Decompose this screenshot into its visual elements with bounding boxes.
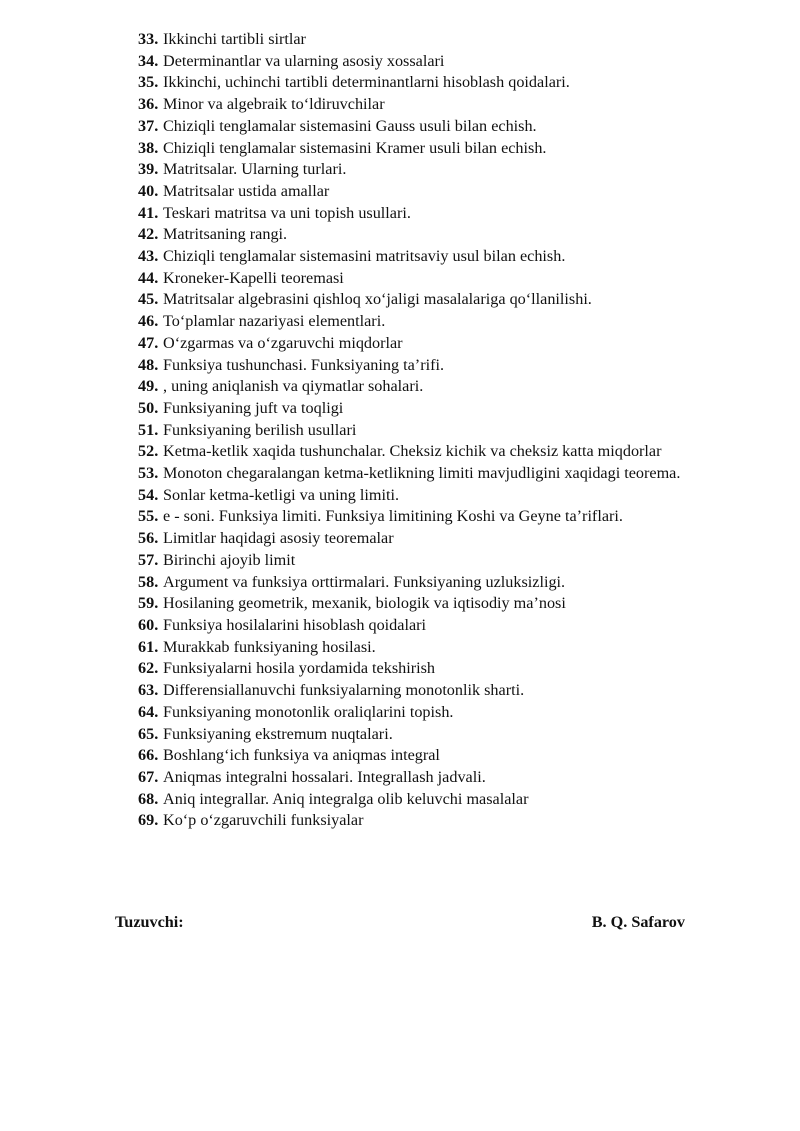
topic-number: 43. [138, 247, 159, 266]
list-item [138, 333, 724, 355]
topic-number: 47. [138, 333, 159, 352]
topic-title: Matritsalar. Ularning turlari. [163, 160, 347, 179]
topic-title: Limitlar haqidagi asosiy teoremalar [163, 529, 394, 548]
topic-number: 45. [138, 290, 159, 309]
topic-list [138, 29, 724, 832]
list-item [138, 637, 724, 659]
list-item [138, 593, 724, 615]
signature-block [115, 911, 685, 933]
list-item [138, 268, 724, 290]
list-item [138, 658, 724, 680]
topic-title: Funksiyaning ekstremum nuqtalari. [163, 724, 393, 743]
topic-title: Monoton chegaralangan ketma-ketlikning limiti mavjudligini xaqidagi teorema. [163, 464, 681, 483]
topic-number: 37. [138, 116, 159, 135]
topic-title: O‘zgarmas va o‘zgaruvchi miqdorlar [163, 333, 403, 352]
topic-title: Differensiallanuvchi funksiyalarning monotonlik sharti. [163, 681, 525, 700]
list-item [138, 181, 724, 203]
topic-number: 53. [138, 464, 159, 483]
topic-number: 42. [138, 225, 159, 244]
list-item [138, 702, 724, 724]
list-item [138, 550, 724, 572]
topic-title: Murakkab funksiyaning hosilasi. [163, 637, 376, 656]
topic-number: 39. [138, 160, 159, 179]
compiler-name: B. Q. Safarov [591, 913, 685, 931]
topic-number: 34. [138, 51, 159, 70]
topic-number: 46. [138, 312, 159, 331]
topic-number: 36. [138, 95, 159, 114]
list-item [138, 138, 724, 160]
topic-number: 40. [138, 181, 159, 200]
topic-title: Determinantlar va ularning asosiy xossalari [163, 51, 445, 70]
list-item [138, 72, 724, 94]
topic-title: Funksiyaning juft va toqligi [163, 398, 344, 417]
topic-title: Kroneker-Kapelli teoremasi [163, 268, 344, 287]
list-item [138, 289, 724, 311]
topic-number: 63. [138, 681, 159, 700]
topic-number: 69. [138, 811, 159, 830]
topic-title: , uning aniqlanish va qiymatlar sohalari. [163, 377, 424, 396]
topic-number: 59. [138, 594, 159, 613]
topic-number: 51. [138, 420, 159, 439]
list-item [138, 246, 724, 268]
topic-number: 67. [138, 767, 159, 786]
list-item [138, 615, 724, 637]
topic-title: Matritsaning rangi. [163, 225, 288, 244]
topic-number: 61. [138, 637, 159, 656]
list-item [138, 224, 724, 246]
topic-number: 44. [138, 268, 159, 287]
topic-number: 55. [138, 507, 159, 526]
topic-number: 60. [138, 615, 159, 634]
topic-number: 58. [138, 572, 159, 591]
topic-number: 49. [138, 377, 159, 396]
topic-number: 50. [138, 398, 159, 417]
topic-number: 35. [138, 73, 159, 92]
topic-title: Aniq integrallar. Aniq integralga olib keluvchi masalalar [163, 789, 529, 808]
list-item [138, 203, 724, 225]
topic-title: Funksiyaning monotonlik oraliqlarini topish. [163, 702, 454, 721]
topic-title: Minor va algebraik to‘ldiruvchilar [163, 95, 385, 114]
topic-title: Matritsalar algebrasini qishloq xo‘jaligi masalalariga qo‘llanilishi. [163, 290, 592, 309]
list-item [138, 29, 724, 51]
list-item [138, 789, 724, 811]
topic-number: 64. [138, 702, 159, 721]
compiler-label: Tuzuvchi: [115, 913, 184, 931]
topic-title: Birinchi ajoyib limit [163, 550, 296, 569]
topic-title: Hosilaning geometrik, mexanik, biologik va iqtisodiy ma’nosi [163, 594, 566, 613]
topic-title: To‘plamlar nazariyasi elementlari. [163, 312, 386, 331]
topic-title: Ikkinchi tartibli sirtlar [163, 30, 306, 48]
topic-number: 68. [138, 789, 159, 808]
topic-number: 33. [138, 30, 159, 48]
topic-number: 41. [138, 203, 159, 222]
list-item [138, 376, 724, 398]
list-item [138, 485, 724, 507]
list-item [138, 398, 724, 420]
list-item [138, 51, 724, 73]
list-item [138, 680, 724, 702]
list-item [138, 528, 724, 550]
topic-title: Funksiyaning berilish usullari [163, 420, 357, 439]
topic-title: Argument va funksiya orttirmalari. Funksiyaning uzluksizligi. [163, 572, 566, 591]
list-item [138, 311, 724, 333]
topic-number: 62. [138, 659, 159, 678]
topic-number: 56. [138, 529, 159, 548]
topic-title: Funksiya tushunchasi. Funksiyaning ta’rifi. [163, 355, 445, 374]
topic-title: Matritsalar ustida amallar [163, 181, 330, 200]
list-item [138, 463, 724, 485]
topic-title: Ikkinchi, uchinchi tartibli determinantlarni hisoblash qoidalari. [163, 73, 570, 92]
topic-number: 48. [138, 355, 159, 374]
topic-number: 57. [138, 550, 159, 569]
list-item [138, 572, 724, 594]
topic-title: Chiziqli tenglamalar sistemasini Kramer usuli bilan echish. [163, 138, 547, 157]
list-item [138, 724, 724, 746]
list-item [138, 116, 724, 138]
list-item [138, 355, 724, 377]
list-item [138, 420, 724, 442]
topic-title: Aniqmas integralni hossalari. Integrallash jadvali. [163, 767, 486, 786]
topic-title: e - soni. Funksiya limiti. Funksiya limitining Koshi va Geyne ta’riflari. [163, 507, 623, 526]
list-item [138, 767, 724, 789]
topic-number: 54. [138, 485, 159, 504]
list-item [138, 506, 724, 528]
topic-title: Funksiya hosilalarini hisoblash qoidalari [163, 615, 427, 634]
list-item [138, 94, 724, 116]
topic-title: Teskari matritsa va uni topish usullari. [163, 203, 411, 222]
topic-number: 65. [138, 724, 159, 743]
topic-title: Chiziqli tenglamalar sistemasini Gauss usuli bilan echish. [163, 116, 537, 135]
topic-title: Ko‘p o‘zgaruvchili funksiyalar [163, 811, 364, 830]
list-item [138, 745, 724, 767]
topic-title: Chiziqli tenglamalar sistemasini matritsaviy usul bilan echish. [163, 247, 566, 266]
list-item [138, 159, 724, 181]
topic-title: Ketma-ketlik xaqida tushunchalar. Cheksiz kichik va cheksiz katta miqdorlar [163, 442, 662, 461]
topic-title: Boshlang‘ich funksiya va aniqmas integral [163, 746, 440, 765]
topic-title: Sonlar ketma-ketligi va uning limiti. [163, 485, 400, 504]
list-item [138, 810, 724, 832]
list-item [138, 441, 724, 463]
topic-number: 66. [138, 746, 159, 765]
topic-number: 52. [138, 442, 159, 461]
topic-number: 38. [138, 138, 159, 157]
topic-title: Funksiyalarni hosila yordamida tekshirish [163, 659, 436, 678]
